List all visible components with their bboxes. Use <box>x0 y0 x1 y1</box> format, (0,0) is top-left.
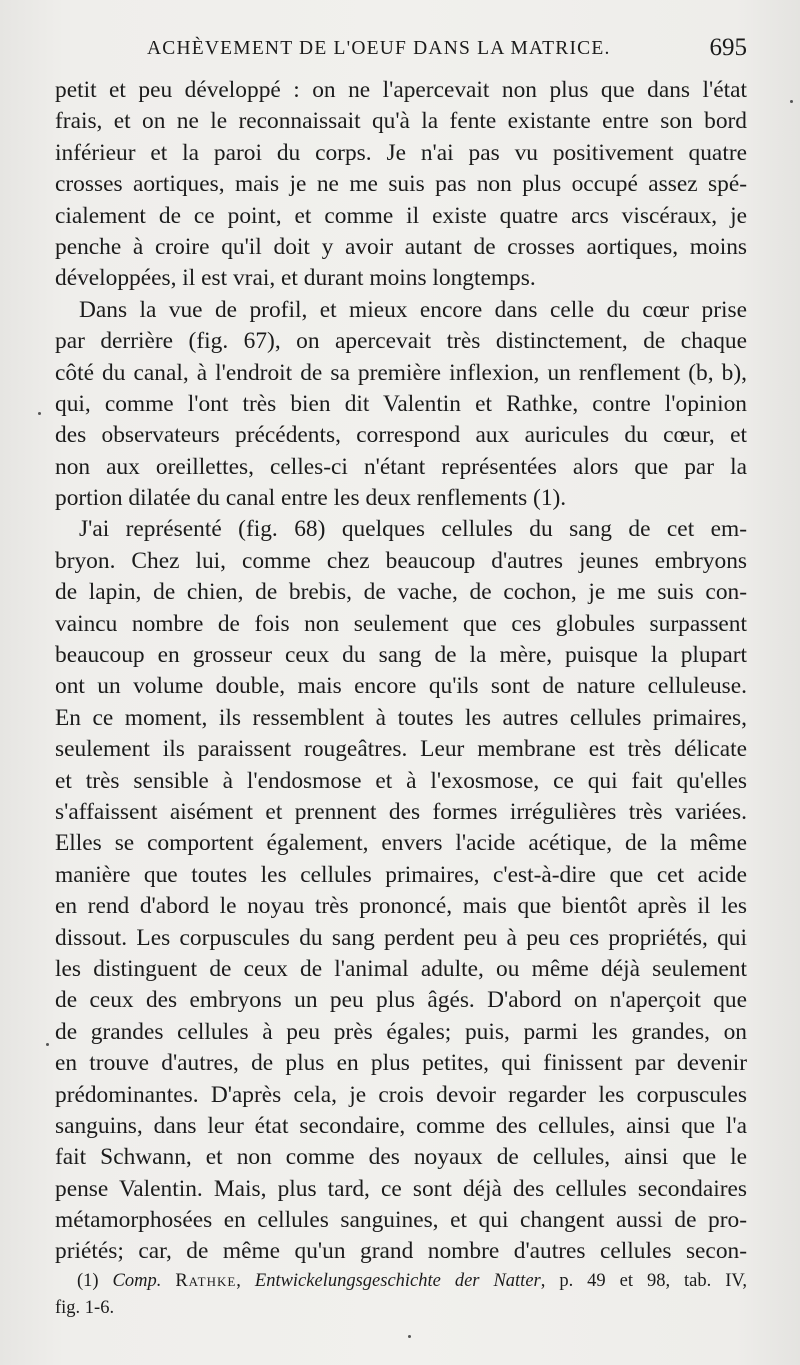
text-line: priétés; car, de même qu'un grand nombre d'autres cellules secon- <box>55 1238 747 1265</box>
text-line: côté du canal, à l'endroit de sa première inflexion, un renflement (b, b), <box>55 359 747 386</box>
footnote-comp: Comp. <box>112 1271 162 1291</box>
print-speck <box>408 1335 411 1338</box>
text-line: sanguins, dans leur état secondaire, comme des cellules, ainsi que l'a <box>55 1112 747 1139</box>
text-line: manière que toutes les cellules primaires, c'est-à-dire que cet acide <box>55 861 747 888</box>
text-line: de ceux des embryons un peu plus âgés. D'abord on n'aperçoit que <box>55 987 747 1014</box>
text-line: frais, et on ne le reconnaissait qu'à la fente existante entre son bord <box>55 108 747 135</box>
footnote-pages: , p. 49 et 98, tab. IV, <box>540 1271 747 1291</box>
text-line: bryon. Chez lui, comme chez beaucoup d'autres jeunes embryons <box>55 547 747 574</box>
text-line: Elles se comportent également, envers l'acide acétique, de la même <box>55 830 747 857</box>
text-line: les distinguent de ceux de l'animal adulte, ou même déjà seulement <box>55 955 747 982</box>
text-line: s'affaissent aisément et prennent des formes irrégulières très variées. <box>55 798 747 825</box>
text-line: non aux oreillettes, celles-ci n'étant représentées alors que par la <box>55 453 747 480</box>
footnote-line-1: (1) Comp. Rathke, Entwickelungsgeschichte der Natter, p. 49 et 98, tab. IV, <box>77 1271 747 1291</box>
text-line: pense Valentin. Mais, plus tard, ce sont déjà des cellules secondaires <box>55 1175 747 1202</box>
footnote-title: Entwickelungsgeschichte der Natter <box>254 1271 541 1291</box>
print-speck <box>38 412 41 415</box>
text-line: de lapin, de chien, de brebis, de vache, de cochon, je me suis con- <box>55 579 747 606</box>
print-speck <box>46 1043 49 1046</box>
text-line: portion dilatée du canal entre les deux renflements (1). <box>55 485 567 512</box>
text-line: Dans la vue de profil, et mieux encore dans celle du cœur prise <box>79 296 747 323</box>
text-line: des observateurs précédents, correspond aux auricules du cœur, et <box>55 422 747 449</box>
page-number: 695 <box>709 34 747 61</box>
text-line: cialement de ce point, et comme il existe quatre arcs viscéraux, je <box>55 202 747 229</box>
text-line: dissout. Les corpuscules du sang perdent peu à peu ces propriétés, qui <box>55 924 747 951</box>
text-line: En ce moment, ils ressemblent à toutes les autres cellules primaires, <box>55 704 747 731</box>
footnote-marker: (1) <box>77 1271 99 1291</box>
text-line: qui, comme l'ont très bien dit Valentin et Rathke, contre l'opinion <box>55 390 747 417</box>
running-header <box>55 34 747 68</box>
text-line: développées, il est vrai, et durant moins longtemps. <box>55 265 536 292</box>
text-line: vaincu nombre de fois non seulement que ces globules surpassent <box>55 610 747 637</box>
text-line: beaucoup en grosseur ceux du sang de la mère, puisque la plupart <box>55 642 747 669</box>
text-line: de grandes cellules à peu près égales; puis, parmi les grandes, on <box>55 1018 747 1045</box>
text-line: par derrière (fig. 67), on apercevait très distinctement, de chaque <box>55 328 747 355</box>
text-line: ont un volume double, mais encore qu'ils sont de nature celluleuse. <box>55 673 747 700</box>
text-line: seulement ils paraissent rougeâtres. Leur membrane est très délicate <box>55 736 747 763</box>
footnote-line-2: fig. 1-6. <box>55 1298 115 1318</box>
running-title: ACHÈVEMENT DE L'OEUF DANS LA MATRICE. <box>147 38 611 59</box>
text-line: crosses aortiques, mais je ne me suis pas non plus occupé assez spé- <box>55 171 747 198</box>
text-line: en trouve d'autres, de plus en plus petites, qui finissent par devenir <box>55 1050 747 1077</box>
text-line: prédominantes. D'après cela, je crois devoir regarder les corpuscules <box>55 1081 747 1108</box>
footnote-author: Rathke <box>175 1271 237 1291</box>
body-text <box>55 75 747 1268</box>
text-line: J'ai représenté (fig. 68) quelques cellules du sang de cet em- <box>79 516 747 543</box>
text-line: métamorphosées en cellules sanguines, et qui changent aussi de pro- <box>55 1207 747 1234</box>
text-line: fait Schwann, et non comme des noyaux de cellules, ainsi que le <box>55 1144 747 1171</box>
text-line: penche à croire qu'il doit y avoir autant de crosses aortiques, moins <box>55 233 747 260</box>
text-line: en rend d'abord le noyau très prononcé, mais que bientôt après il les <box>55 893 747 920</box>
print-speck <box>790 100 793 103</box>
text-line: et très sensible à l'endosmose et à l'exosmose, ce qui fait qu'elles <box>55 767 747 794</box>
footnote <box>55 1268 747 1322</box>
text-line: inférieur et la paroi du corps. Je n'ai pas vu positivement quatre <box>55 139 747 166</box>
text-line: petit et peu développé : on ne l'apercevait non plus que dans l'état <box>55 77 747 103</box>
